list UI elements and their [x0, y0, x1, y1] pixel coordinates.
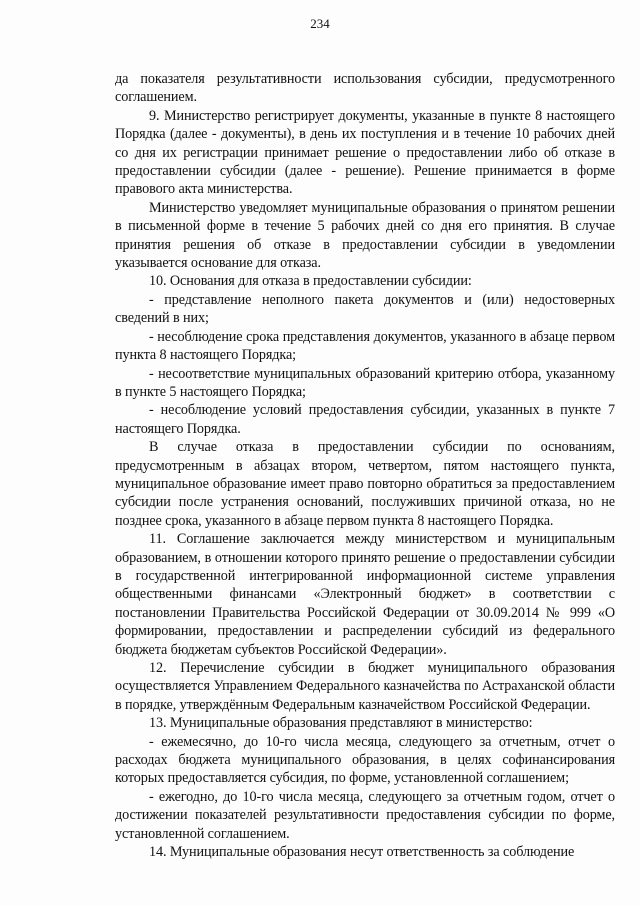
paragraph-notification: Министерство уведомляет муниципальные образования о принятом решении в письменной форме в течение 5 рабочих дней со дня его принятия. В случае принятия решения об отказе в предоставлении субсидии в уведомлении указывается основание для отказа. — [115, 199, 615, 272]
paragraph-continuation: да показателя результативности использования субсидии, предусмотренного соглашением. — [115, 71, 615, 106]
paragraph-item-14: 14. Муниципальные образования несут ответственность за соблюдение — [149, 844, 575, 861]
paragraph-item-13: 13. Муниципальные образования представляют в министерство: — [149, 715, 533, 732]
document-body — [115, 70, 615, 861]
list-item-refusal-2: - несоблюдение срока представления документов, указанного в абзаце первом пункта 8 настоящего Порядка; — [115, 328, 615, 364]
list-item-refusal-3: - несоответствие муниципальных образований критерию отбора, указанному в пункте 5 настоящего Порядка; — [115, 365, 615, 400]
paragraph-item-9: 9. Министерство регистрирует документы, указанные в пункте 8 настоящего Порядка (далее - документы), в день их поступления и в течение 10 рабочих дней со дня их регистрации принимает решение о предоставлении либо об отказе в предоставлении субсидии (далее - решение). Решение принимается в форме правового акта министерства. — [115, 107, 615, 198]
paragraph-item-10: 10. Основания для отказа в предоставлении субсидии: — [149, 273, 472, 290]
paragraph-reapply: В случае отказа в предоставлении субсидии по основаниям, предусмотренным в абзацах втором, четвертом, пятом настоящего пункта, муниципальное образование имеет право повторно обратиться за предоставлением субсидии после устранения оснований, послуживших причиной отказа, но не позднее срока, указанного в абзаце первом пункта 8 настоящего Порядка. — [115, 439, 615, 529]
list-item-report-monthly: - ежемесячно, до 10-го числа месяца, следующего за отчетным, отчет о расходах бюджета муниципального образования, в целях софинансирования которых предоставляется субсидия, по форме, установленной соглашением; — [115, 733, 615, 787]
list-item-refusal-1: - представление неполного пакета документов и (или) недостоверных сведений в них; — [115, 291, 615, 327]
list-item-report-yearly: - ежегодно, до 10-го числа месяца, следующего за отчетным годом, отчет о достижении показателей результативности предоставления субсидии по форме, установленной соглашением. — [115, 788, 615, 842]
paragraph-item-12: 12. Перечисление субсидии в бюджет муниципального образования осуществляется Управлением Федерального казначейства по Астраханской области в порядке, утверждённым Федеральным казначейством Российской Федерации. — [115, 660, 615, 713]
paragraph-item-11: 11. Соглашение заключается между министерством и муниципальным образованием, в отношении которого принято решение о предоставлении субсидии в государственной интегрированной информационной системе управления общественными финансами «Электронный бюджет» в соответствии с постановлении Правительства Российской Федерации от 30.09.2014 № 999 «О формировании, предоставлении и распределении субсидий из федерального бюджета бюджетам субъектов Российской Федерации». — [115, 531, 615, 658]
list-item-refusal-4: - несоблюдение условий предоставления субсидии, указанных в пункте 7 настоящего Порядка. — [115, 402, 615, 437]
page-number: 234 — [310, 16, 330, 31]
